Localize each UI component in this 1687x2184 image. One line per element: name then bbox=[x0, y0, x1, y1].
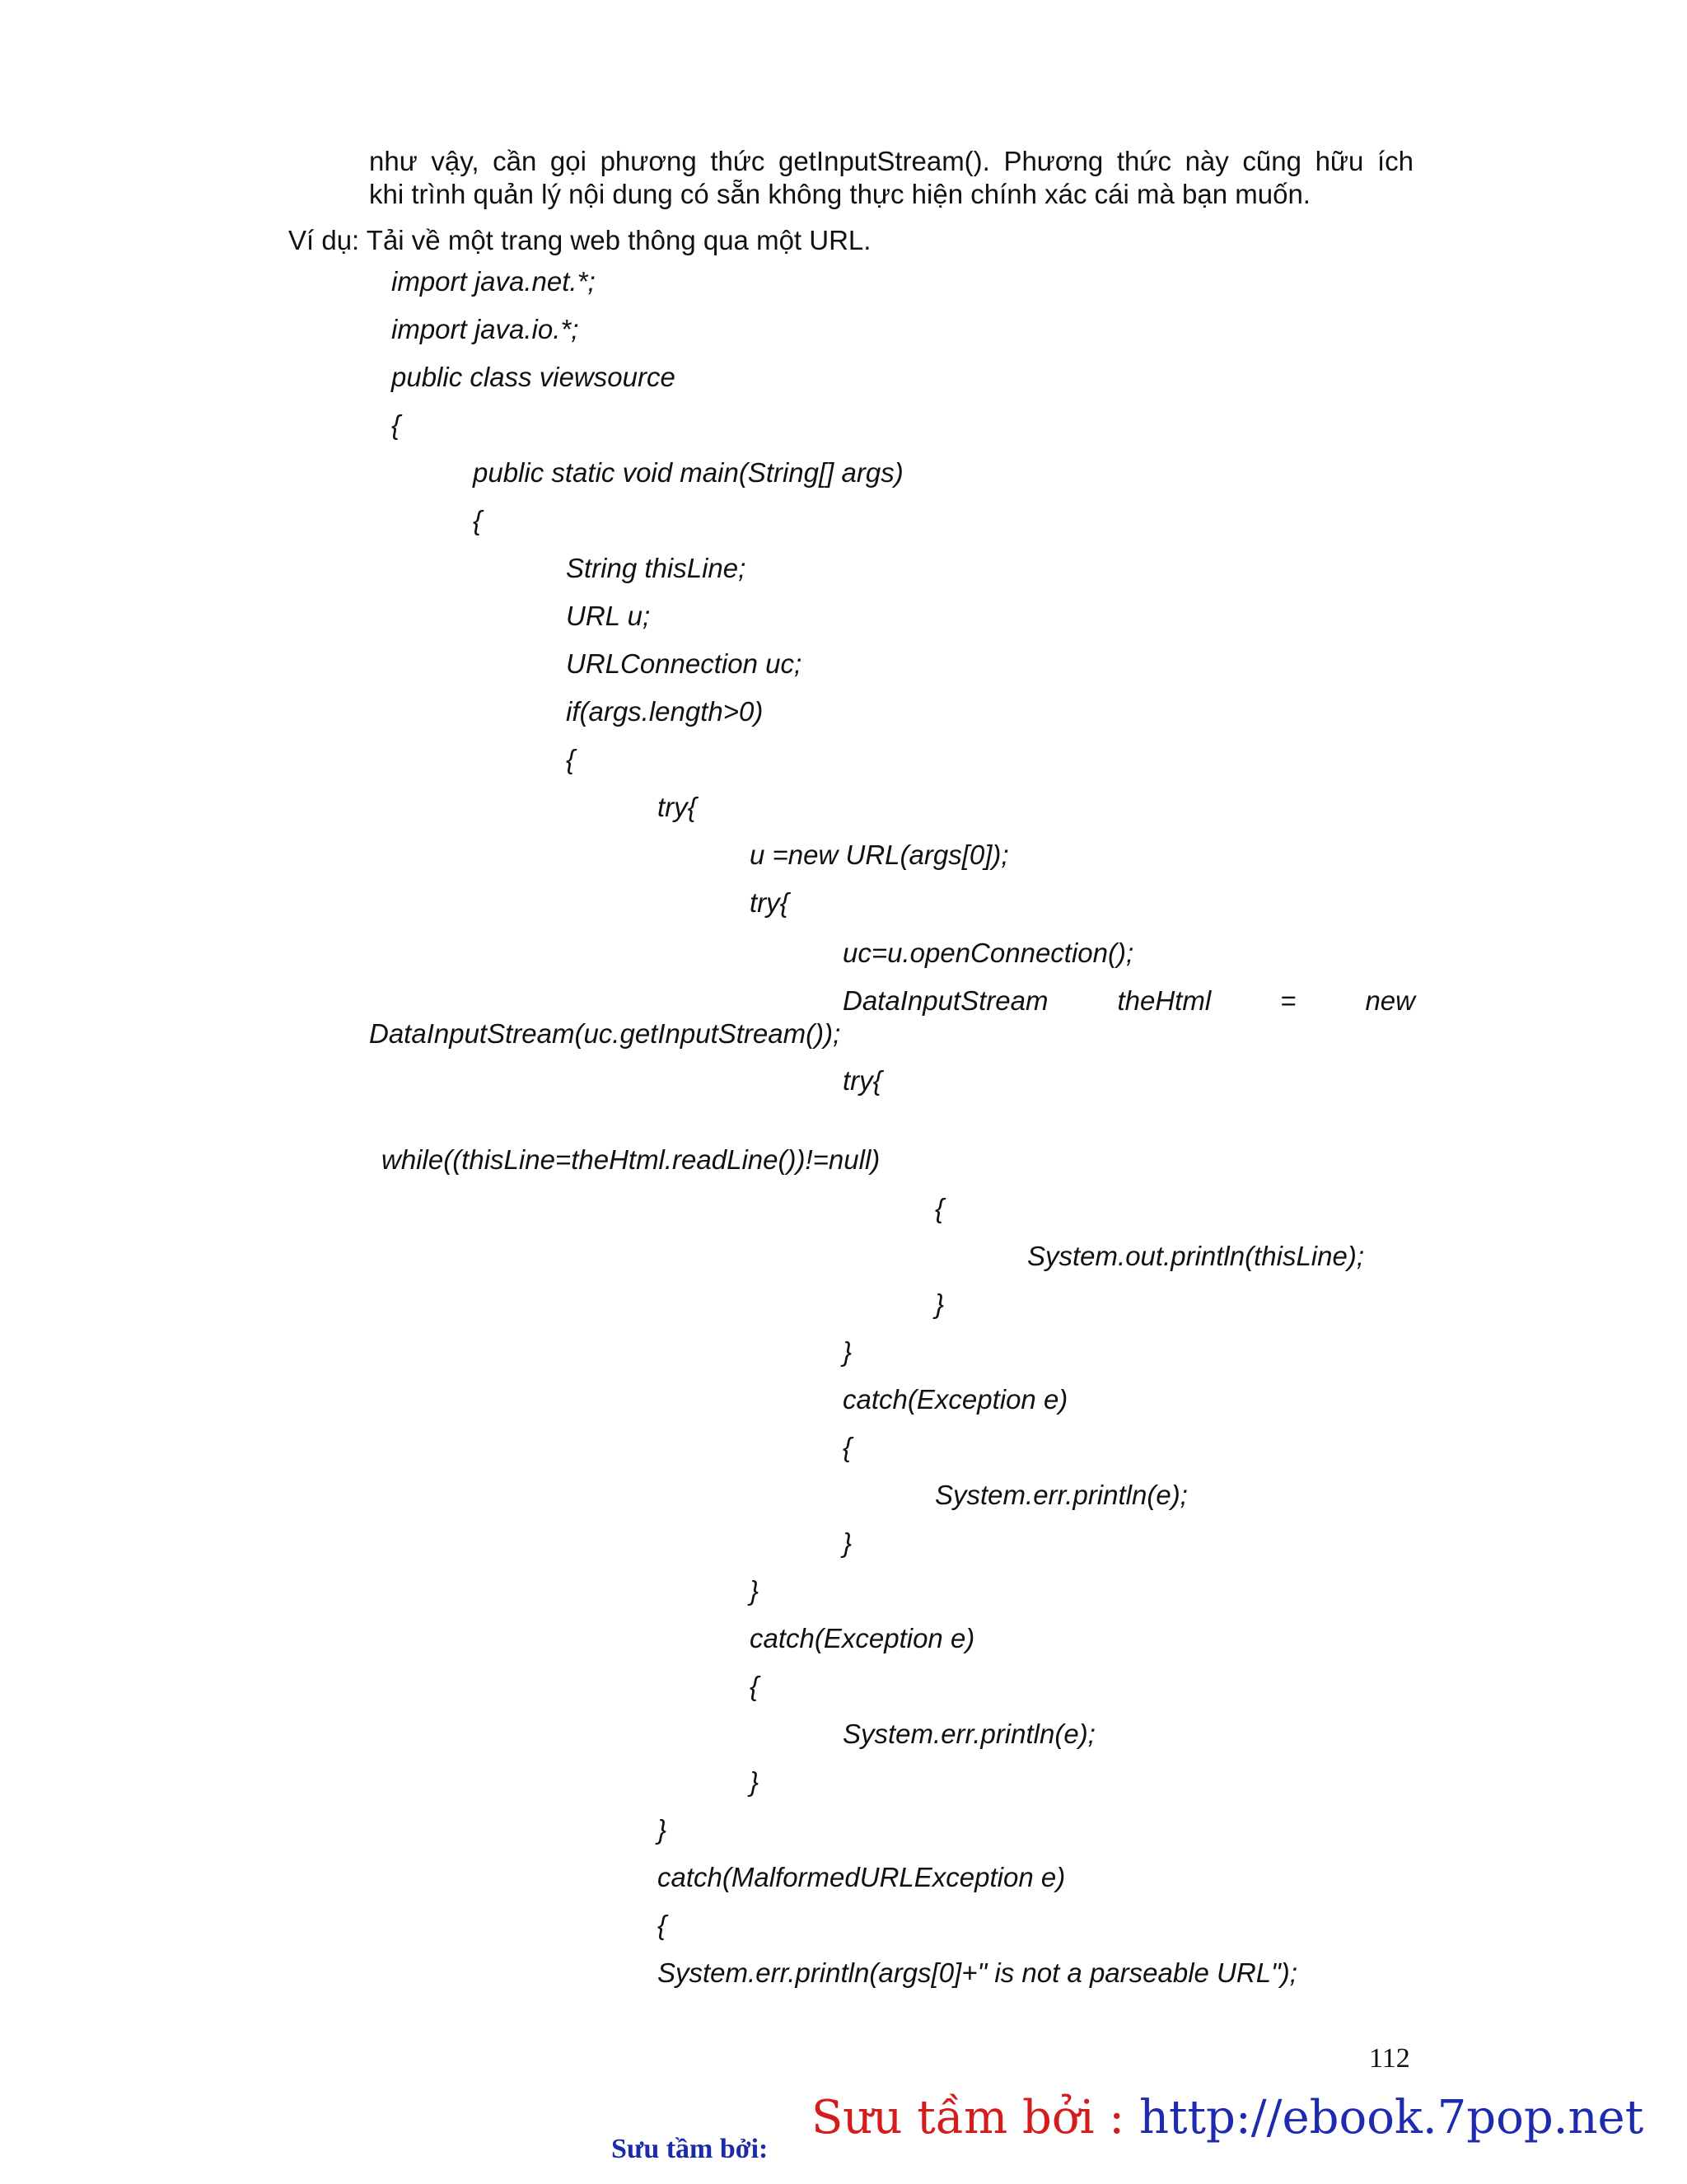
code-line: URLConnection uc; bbox=[566, 648, 802, 679]
code-line: catch(MalformedURLException e) bbox=[657, 1862, 1066, 1892]
code-line: try{ bbox=[750, 887, 789, 918]
paragraph-line-1: như vậy, cần gọi phương thức getInputStream(). Phương thức này cũng hữu ích bbox=[369, 146, 1414, 176]
code-line: } bbox=[750, 1575, 759, 1606]
footer-credit: Sưu tầm bởi: bbox=[611, 2134, 769, 2164]
code-line: { bbox=[566, 744, 576, 774]
code-line: catch(Exception e) bbox=[750, 1623, 975, 1653]
code-line: public class viewsource bbox=[391, 362, 675, 392]
code-line: { bbox=[843, 1432, 853, 1462]
code-line: if(args.length>0) bbox=[566, 696, 764, 727]
code-line: System.err.println(e); bbox=[843, 1719, 1096, 1749]
code-line: try{ bbox=[843, 1065, 882, 1096]
code-token: theHtml bbox=[1117, 985, 1212, 1016]
code-line: uc=u.openConnection(); bbox=[843, 938, 1134, 968]
code-line: u =new URL(args[0]); bbox=[750, 839, 1009, 870]
code-line: import java.io.*; bbox=[391, 314, 579, 344]
code-token: new bbox=[1365, 985, 1415, 1016]
code-line: } bbox=[935, 1288, 945, 1319]
code-line: { bbox=[657, 1910, 667, 1940]
code-line: } bbox=[843, 1336, 853, 1367]
code-line: System.err.println(e); bbox=[935, 1480, 1188, 1510]
code-line: import java.net.*; bbox=[391, 266, 596, 297]
code-line: System.out.println(thisLine); bbox=[1027, 1241, 1365, 1271]
paragraph-line-2: khi trình quản lý nội dung có sẵn không thực hiện chính xác cái mà bạn muốn. bbox=[369, 179, 1311, 209]
code-line: { bbox=[935, 1193, 945, 1223]
code-line: { bbox=[391, 409, 401, 440]
page-number: 112 bbox=[1369, 2043, 1410, 2074]
code-line: public static void main(String[] args) bbox=[473, 457, 904, 488]
code-line: while((thisLine=theHtml.readLine())!=null) bbox=[381, 1144, 881, 1175]
code-line: DataInputStream(uc.getInputStream()); bbox=[369, 1018, 841, 1049]
code-line: } bbox=[750, 1766, 759, 1797]
code-line-spread bbox=[843, 984, 1415, 1017]
code-line: try{ bbox=[657, 792, 697, 822]
example-intro: Ví dụ: Tải về một trang web thông qua một URL. bbox=[288, 225, 872, 255]
code-line: } bbox=[843, 1527, 853, 1558]
code-line: catch(Exception e) bbox=[843, 1384, 1068, 1415]
code-line: URL u; bbox=[566, 601, 651, 631]
banner-link[interactable]: http://ebook.7pop.net bbox=[1138, 2091, 1644, 2144]
code-line: } bbox=[657, 1814, 667, 1845]
code-line: { bbox=[473, 505, 483, 535]
source-banner[interactable] bbox=[811, 2091, 1643, 2144]
code-token: DataInputStream bbox=[843, 985, 1049, 1016]
code-line: { bbox=[750, 1671, 759, 1701]
code-line: System.err.println(args[0]+" is not a parseable URL"); bbox=[657, 1957, 1297, 1988]
banner-label: Sưu tầm bởi : bbox=[811, 2091, 1139, 2144]
code-token: = bbox=[1280, 985, 1297, 1016]
code-line: String thisLine; bbox=[566, 553, 746, 583]
